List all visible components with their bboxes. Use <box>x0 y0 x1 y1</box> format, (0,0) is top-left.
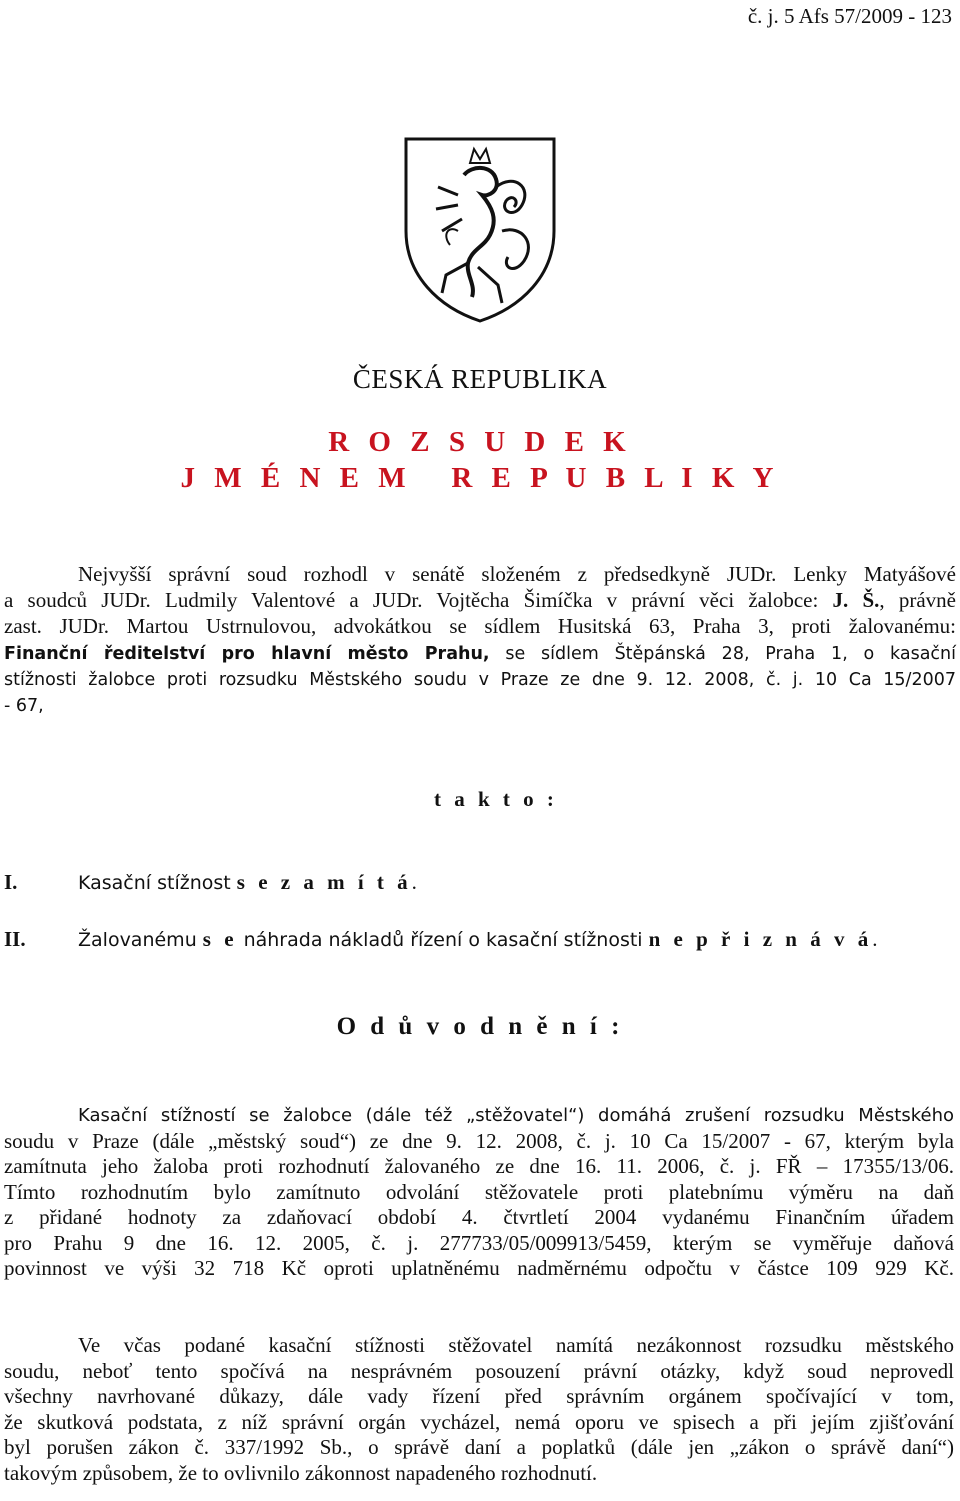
reasoning-paragraph-1 <box>4 1103 954 1282</box>
reasoning-paragraph-2 <box>4 1333 954 1486</box>
intro-line: zast. JUDr. Martou Ustrnulovou, advokátkou se sídlem Husitská 63, Praha 3, proti žalovanému: <box>4 614 956 638</box>
paragraph-line: soudu v Praze (dále „městský soud“) ze dne 9. 12. 2008, č. j. 10 Ca 15/2007 - 67, kterým byla <box>4 1128 954 1153</box>
paragraph-line: soudu, neboť tento spočívá na nesprávném posouzení právní otázky, když soud neprovedl <box>4 1358 954 1383</box>
verdict-item-1: I. Kasační stížnost s e z a m í t á. <box>4 870 417 894</box>
paragraph-line: že skutková podstata, z níž správní orgán vycházel, nemá oporu ve spisech a při jejím zjišťování <box>4 1409 954 1434</box>
takto-heading: t a k t o : <box>434 787 558 811</box>
case-reference: č. j. 5 Afs 57/2009 - 123 <box>747 4 952 28</box>
paragraph-line: povinnost ve výši 32 718 Kč oproti uplatněnému nadměrnému odpočtu v částce 109 929 Kč. <box>4 1256 954 1280</box>
intro-paragraph <box>4 561 956 719</box>
country-heading: ČESKÁ REPUBLIKA <box>352 364 608 394</box>
paragraph-line: takovým způsobem, že to ovlivnilo zákonnost napadeného rozhodnutí. <box>4 1460 598 1485</box>
paragraph-line: byl porušen zákon č. 337/1992 Sb., o správě daní a poplatků (dále jen „zákon o správě daní“) <box>4 1435 954 1459</box>
paragraph-line: Ve včas podané kasační stížnosti stěžovatel namítá nezákonnost rozsudku městského <box>78 1333 954 1357</box>
judgment-title: R O Z S U D E K <box>328 426 632 458</box>
reasoning-heading: O d ů v o d n ě n í : <box>336 1013 624 1040</box>
intro-line: Nejvyšší správní soud rozhodl v senátě složeném z předsedkyně JUDr. Lenky Matyášové <box>78 562 956 586</box>
paragraph-line: Tímto rozhodnutím bylo zamítnuto odvolání stěžovatele proti platebnímu výměru na daň <box>4 1179 954 1204</box>
verdict-item-2: II. Žalovanému s e náhrada nákladů řízení o kasační stížnosti n e p ř i z n á v á. <box>4 927 878 951</box>
intro-line: - 67, <box>4 696 44 716</box>
czech-coat-of-arms-icon <box>402 135 558 325</box>
paragraph-line: Kasační stížností se žalobce (dále též „stěžovatel“) domáhá zrušení rozsudku Městského <box>78 1105 954 1126</box>
intro-line: stížnosti žalobce proti rozsudku Městského soudu v Praze ze dne 9. 12. 2008, č. j. 10 Ca 15/2007 <box>4 670 956 690</box>
paragraph-line: z přidané hodnoty za zdaňovací období 4. čtvrtletí 2004 vydanému Finančním úřadem <box>4 1205 954 1229</box>
paragraph-line: pro Prahu 9 dne 16. 12. 2005, č. j. 277733/05/009913/5459, kterým se vyměřuje daňová <box>4 1230 954 1255</box>
intro-line: Finanční ředitelství pro hlavní město Prahu, se sídlem Štěpánská 28, Praha 1, o kasační <box>4 644 956 664</box>
paragraph-line: zamítnuta jeho žaloba proti rozhodnutí žalovaného ze dne 16. 11. 2006, č. j. FŘ – 17355/13/06. <box>4 1154 954 1178</box>
judgment-subtitle: J M É N E M R E P U B L I K Y <box>180 462 780 494</box>
intro-line: a soudců JUDr. Ludmily Valentové a JUDr. Vojtěcha Šimíčka v právní věci žalobce: J. Š., právně <box>4 588 956 612</box>
paragraph-line: všechny navrhované důkazy, dále vady řízení před správním orgánem spočívající v tom, <box>4 1384 954 1408</box>
